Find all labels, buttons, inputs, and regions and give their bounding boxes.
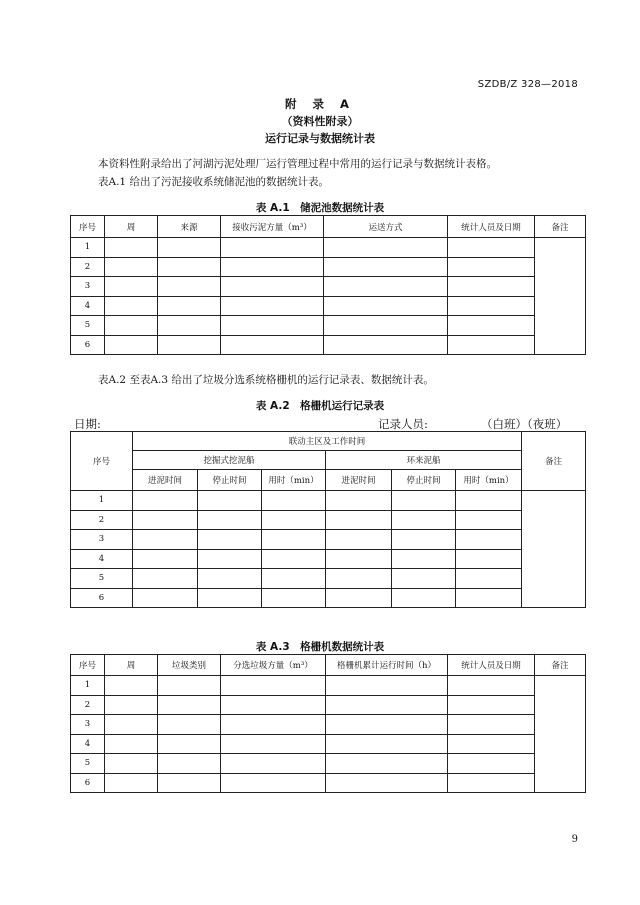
table-row — [71, 335, 586, 355]
row-number: 6 — [71, 588, 133, 608]
col-statistician-date: 统计人员及日期 — [448, 216, 535, 238]
table-a2-caption: 表 A.2 格栅机运行记录表 — [255, 400, 385, 412]
table-a2-header-row-2 — [71, 451, 586, 470]
row-number: 4 — [71, 734, 105, 754]
col-source: 来源 — [158, 216, 221, 238]
appendix-heading: 运行记录与数据统计表 — [265, 132, 375, 145]
table-row — [71, 277, 586, 297]
group-header: 联动主区及工作时间 — [133, 432, 522, 451]
shift-labels: （白班）（夜班） — [481, 417, 568, 431]
row-number: 3 — [71, 277, 105, 297]
row-number: 4 — [71, 549, 133, 569]
intro-line-1: 本资料性附录给出了河湖污泥处理厂运行管理过程中常用的运行记录与数据统计表格。 — [98, 158, 497, 170]
table-row — [71, 491, 586, 511]
col-start-time: 进泥时间 — [133, 470, 198, 491]
remark-cell — [535, 238, 586, 355]
col-remark: 备注 — [535, 216, 586, 238]
row-number: 1 — [71, 238, 105, 258]
col-seq: 序号 — [71, 432, 133, 491]
col-stop-time: 停止时间 — [198, 470, 262, 491]
table-row — [71, 695, 586, 715]
page-number: 9 — [571, 834, 578, 845]
col-waste-category: 垃圾类别 — [158, 655, 221, 676]
row-number: 3 — [71, 715, 105, 735]
row-number: 5 — [71, 569, 133, 589]
row-number: 5 — [71, 316, 105, 336]
table-row — [71, 676, 586, 696]
table-row — [71, 754, 586, 774]
appendix-title: 附 录 A — [285, 97, 355, 111]
table-a1-header-row — [71, 216, 586, 238]
appendix-subtitle: （资料性附录） — [281, 115, 359, 128]
col-received-volume: 接收污泥方量（m³） — [221, 216, 324, 238]
table-row — [71, 316, 586, 336]
table-row — [71, 588, 586, 608]
col-start-time: 进泥时间 — [326, 470, 392, 491]
col-seq: 序号 — [71, 216, 105, 238]
col-statistician-date: 统计人员及日期 — [448, 655, 535, 676]
row-number: 2 — [71, 695, 105, 715]
col-week: 周 — [105, 216, 158, 238]
table-row — [71, 510, 586, 530]
table-row — [71, 569, 586, 589]
col-transport-mode: 运送方式 — [324, 216, 448, 238]
row-number: 6 — [71, 773, 105, 793]
table-a1-caption: 表 A.1 储泥池数据统计表 — [255, 202, 385, 214]
col-duration: 用时（min） — [456, 470, 522, 491]
col-week: 周 — [105, 655, 158, 676]
table-row — [71, 257, 586, 277]
table-a3-caption: 表 A.3 格栅机数据统计表 — [255, 641, 385, 653]
row-number: 2 — [71, 510, 133, 530]
table-row — [71, 530, 586, 550]
row-number: 3 — [71, 530, 133, 550]
table-a2 — [70, 431, 586, 608]
row-number: 4 — [71, 296, 105, 316]
table-row — [71, 715, 586, 735]
row-number: 1 — [71, 676, 105, 696]
row-number: 2 — [71, 257, 105, 277]
recorder-label: 记录人员: — [378, 417, 428, 431]
col-cumulative-runtime: 格栅机累计运行时间（h） — [326, 655, 448, 676]
table-row — [71, 773, 586, 793]
row-number: 5 — [71, 754, 105, 774]
table-row — [71, 296, 586, 316]
remark-cell — [522, 491, 586, 608]
table-a1 — [70, 215, 586, 355]
table-row — [71, 734, 586, 754]
sub-group-1: 挖掘式挖泥船 — [133, 451, 326, 470]
col-sorted-volume: 分选垃圾方量（m³） — [221, 655, 326, 676]
table-a3-header-row — [71, 655, 586, 676]
table-row — [71, 549, 586, 569]
row-number: 6 — [71, 335, 105, 355]
col-seq: 序号 — [71, 655, 105, 676]
remark-cell — [535, 676, 586, 793]
date-label: 日期: — [74, 417, 101, 431]
col-remark: 备注 — [535, 655, 586, 676]
intro-line-2: 表A.1 给出了污泥接收系统储泥池的数据统计表。 — [98, 176, 329, 188]
standard-code: SZDB/Z 328—2018 — [477, 79, 578, 90]
sub-group-2: 环来泥船 — [326, 451, 522, 470]
col-stop-time: 停止时间 — [392, 470, 456, 491]
mid-text: 表A.2 至表A.3 给出了垃圾分选系统格栅机的运行记录表、数据统计表。 — [98, 374, 434, 386]
row-number: 1 — [71, 491, 133, 511]
col-remark: 备注 — [522, 432, 586, 491]
table-a2-header-row-1 — [71, 432, 586, 451]
table-row — [71, 238, 586, 258]
table-a2-header-row-3 — [71, 470, 586, 491]
table-a3 — [70, 654, 586, 793]
col-duration: 用时（min） — [262, 470, 326, 491]
